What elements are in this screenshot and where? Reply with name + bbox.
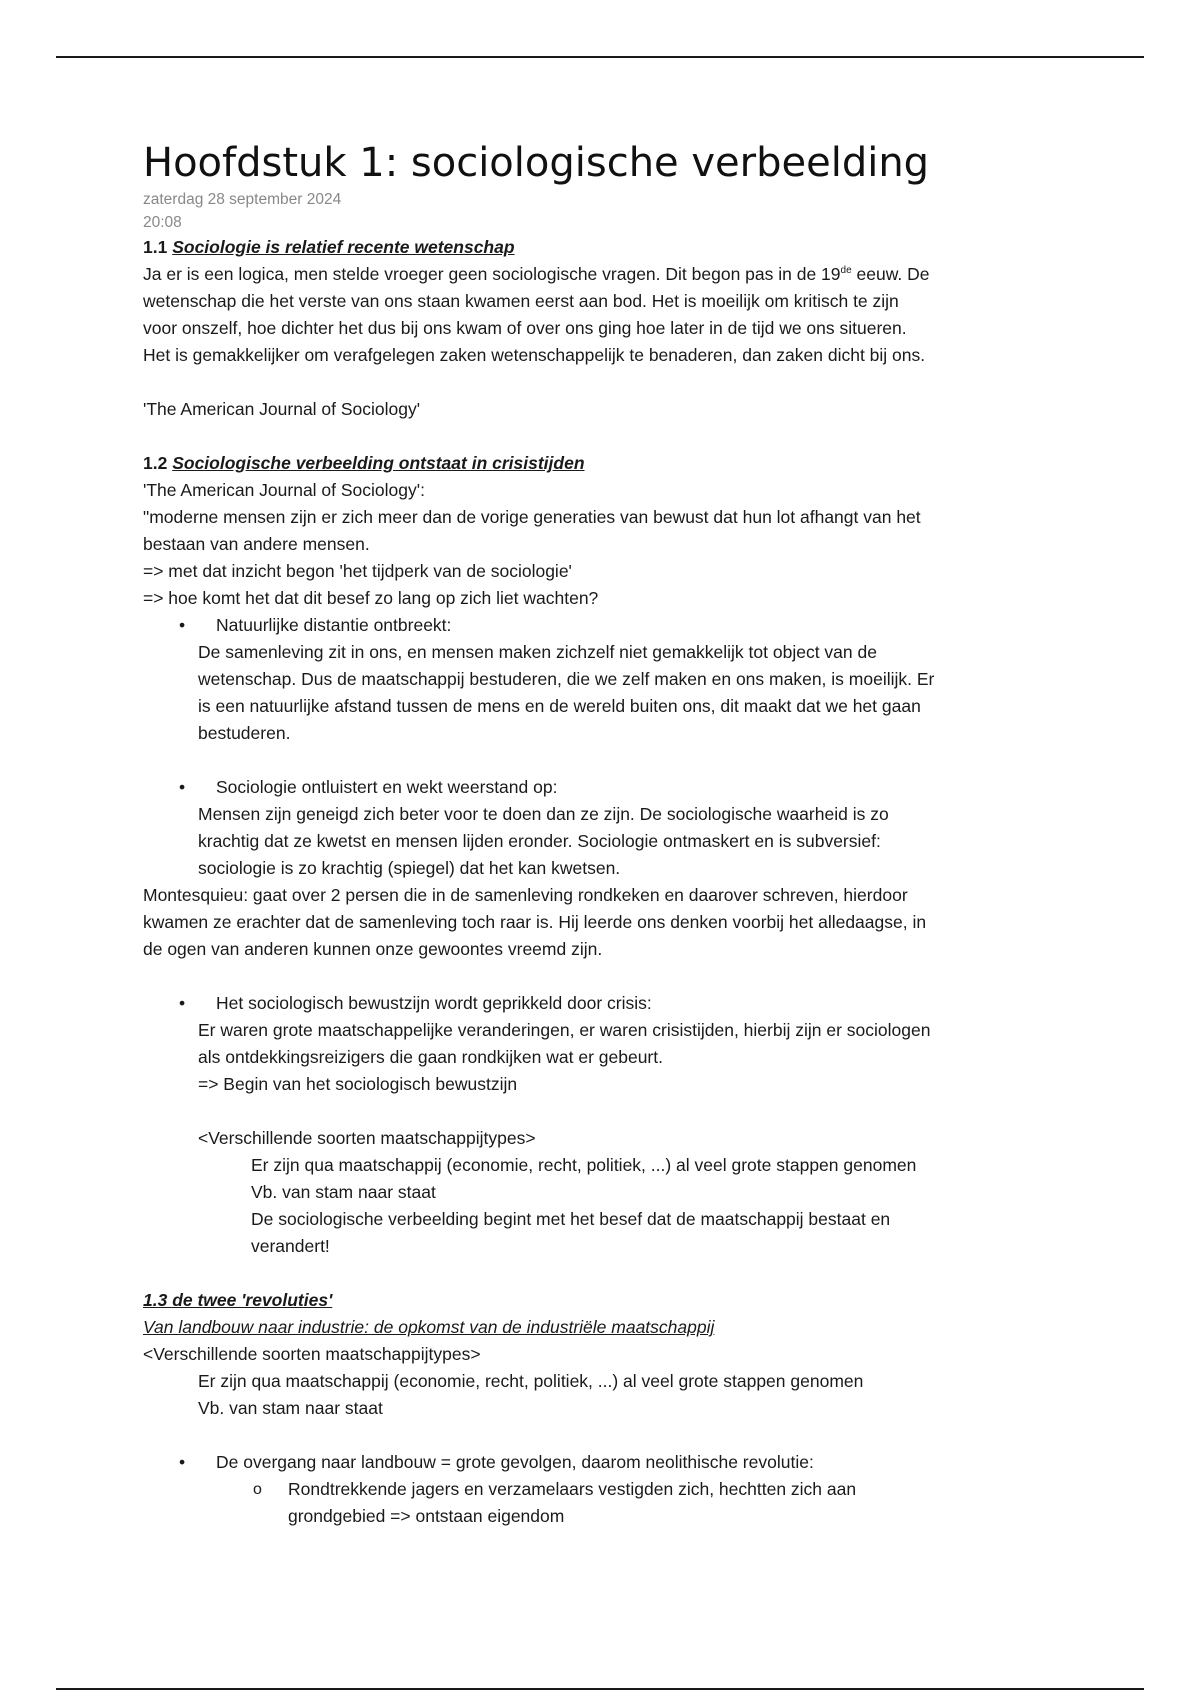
paragraph-line: wetenschap. Dus de maatschappij bestuderen, die we zelf maken en ons maken, is moeilijk. Er xyxy=(198,669,935,689)
paragraph-line: voor onszelf, hoe dichter het dus bij ons kwam of over ons ging hoe later in de tijd we ons situeren. xyxy=(143,318,907,338)
paragraph-line: bestaan van andere mensen. xyxy=(143,534,370,554)
bullet-icon: • xyxy=(179,615,186,635)
subheading: Van landbouw naar industrie: de opkomst van de industriële maatschappij xyxy=(143,1317,715,1337)
paragraph: Ja er is een logica, men stelde vroeger geen sociologische vragen. Dit begon pas in de 19de eeuw. De xyxy=(143,264,930,284)
page-title: Hoofdstuk 1: sociologische verbeelding xyxy=(143,140,930,186)
paragraph-line: krachtig dat ze kwetst en mensen lijden eronder. Sociologie ontmaskert en is subversief: xyxy=(198,831,881,851)
paragraph-line: => hoe komt het dat dit besef zo lang op zich liet wachten? xyxy=(143,588,599,608)
paragraph-line: Vb. van stam naar staat xyxy=(198,1398,383,1418)
paragraph-line: Montesquieu: gaat over 2 persen die in de samenleving rondkeken en daarover schreven, hierdoor xyxy=(143,885,908,905)
paragraph-line: Mensen zijn geneigd zich beter voor te doen dan ze zijn. De sociologische waarheid is zo xyxy=(198,804,889,824)
circle-bullet-icon: o xyxy=(253,1481,262,1498)
paragraph-line: verandert! xyxy=(251,1236,330,1256)
paragraph-line: sociologie is zo krachtig (spiegel) dat het kan kwetsen. xyxy=(198,858,621,878)
paragraph-line: Het is gemakkelijker om verafgelegen zaken wetenschappelijk te benaderen, dan zaken dicht bij ons. xyxy=(143,345,926,365)
paragraph-line: wetenschap die het verste van ons staan kwamen eerst aan bod. Het is moeilijk om kritisch te zijn xyxy=(143,291,899,311)
paragraph-line: De sociologische verbeelding begint met het besef dat de maatschappij bestaat en xyxy=(251,1209,891,1229)
paragraph-line: kwamen ze erachter dat de samenleving toch raar is. Hij leerde ons denken voorbij het alledaagse, in xyxy=(143,912,927,932)
section-heading-1-3: 1.3 de twee 'revoluties' xyxy=(143,1290,333,1310)
paragraph-line: als ontdekkingsreizigers die gaan rondkijken wat er gebeurt. xyxy=(198,1047,663,1067)
section-heading-1-2: 1.2 Sociologische verbeelding ontstaat in crisistijden xyxy=(143,453,585,473)
list-item: • Natuurlijke distantie ontbreekt: xyxy=(143,612,1063,639)
section-heading-1-1: 1.1 Sociologie is relatief recente wetenschap xyxy=(143,237,515,257)
paragraph-line: Er zijn qua maatschappij (economie, recht, politiek, ...) al veel grote stappen genomen xyxy=(251,1155,917,1175)
paragraph-line: de ogen van anderen kunnen onze gewoontes vreemd zijn. xyxy=(143,939,603,959)
paragraph-line: "moderne mensen zijn er zich meer dan de vorige generaties van bewust dat hun lot afhangt van het xyxy=(143,507,921,527)
bullet-icon: • xyxy=(179,993,186,1013)
paragraph-line: Er waren grote maatschappelijke veranderingen, er waren crisistijden, hierbij zijn er sociologen xyxy=(198,1020,931,1040)
list-item: • De overgang naar landbouw = grote gevolgen, daarom neolithische revolutie: xyxy=(143,1449,1063,1476)
paragraph-line: grondgebied => ontstaan eigendom xyxy=(288,1506,565,1526)
bullet-icon: • xyxy=(179,777,186,797)
journal-title: 'The American Journal of Sociology' xyxy=(143,399,421,419)
paragraph-line: <Verschillende soorten maatschappijtypes> xyxy=(198,1128,536,1148)
page-time: 20:08 xyxy=(143,214,182,231)
paragraph-line: => met dat inzicht begon 'het tijdperk van de sociologie' xyxy=(143,561,572,581)
document-page xyxy=(143,138,1063,1530)
list-item: • Het sociologisch bewustzijn wordt geprikkeld door crisis: xyxy=(143,990,1063,1017)
paragraph-line: 'The American Journal of Sociology': xyxy=(143,480,425,500)
paragraph-line: is een natuurlijke afstand tussen de mens en de wereld buiten ons, dit maakt dat we het gaan xyxy=(198,696,921,716)
list-item: • Sociologie ontluistert en wekt weerstand op: xyxy=(143,774,1063,801)
page-date: zaterdag 28 september 2024 xyxy=(143,191,342,208)
paragraph-line: bestuderen. xyxy=(198,723,291,743)
paragraph-line: Vb. van stam naar staat xyxy=(251,1182,436,1202)
paragraph-line: De samenleving zit in ons, en mensen maken zichzelf niet gemakkelijk tot object van de xyxy=(198,642,877,662)
sub-list-item: o Rondtrekkende jagers en verzamelaars vestigden zich, hechtten zich aan xyxy=(143,1476,1063,1503)
top-rule xyxy=(56,56,1144,58)
paragraph-line: => Begin van het sociologisch bewustzijn xyxy=(198,1074,518,1094)
paragraph-line: <Verschillende soorten maatschappijtypes> xyxy=(143,1344,481,1364)
paragraph-line: Er zijn qua maatschappij (economie, recht, politiek, ...) al veel grote stappen genomen xyxy=(198,1371,864,1391)
bullet-icon: • xyxy=(179,1452,186,1472)
bottom-rule xyxy=(56,1688,1144,1690)
